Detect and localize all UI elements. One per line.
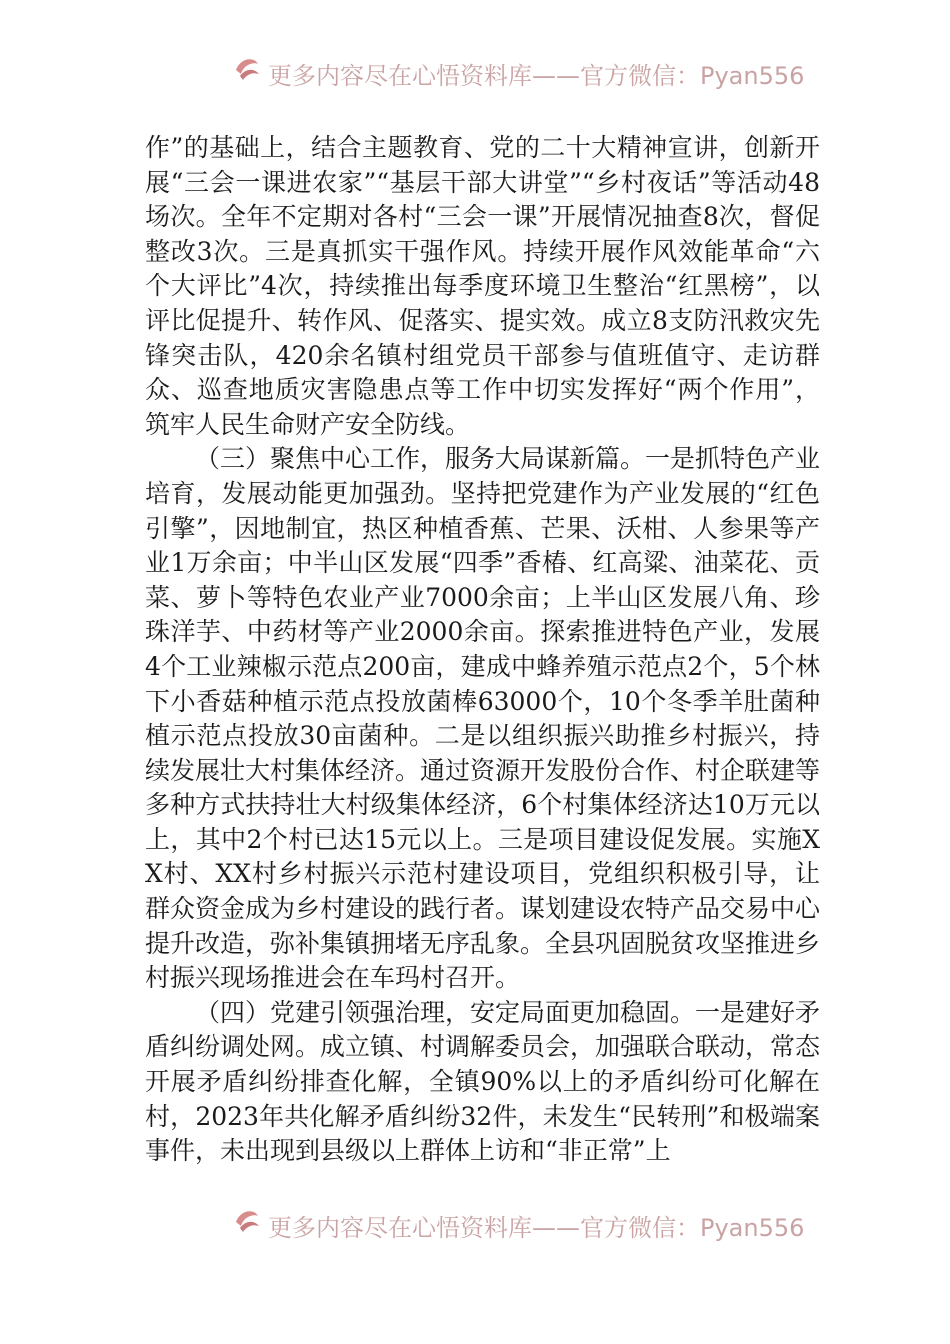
paragraph-continuation: 作”的基础上，结合主题教育、党的二十大精神宣讲，创新开展“三会一课进农家”“基层干部大讲堂”“乡村夜话”等活动48场次。全年不定期对各村“三会一课”开展情况抽查8次，督促整改3次。三是真抓实干强作风。持续开展作风效能革命“六个大评比”4次，持续推出每季度环境卫生整治“红黑榜”，以评比促提升、转作风、促落实、提实效。成立8支防汛救灾先锋突击队，420余名镇村组党员干部参与值班值守、走访群众、巡查地质灾害隐患点等工作中切实发挥好“两个作用”，筑牢人民生命财产安全防线。 xyxy=(145,133,820,439)
logo-icon xyxy=(232,1204,262,1234)
header-watermark xyxy=(232,52,805,90)
paragraph-section-three: （三）聚焦中心工作，服务大局谋新篇。一是抓特色产业培育，发展动能更加强劲。坚持把党建作为产业发展的“红色引擎”，因地制宜，热区种植香蕉、芒果、沃柑、人参果等产业1万余亩；中半山区发展“四季”香椿、红高粱、油菜花、贡菜、萝卜等特色农业产业7000余亩；上半山区发展八角、珍珠洋芋、中药材等产业2000余亩。探索推进特色产业，发展4个工业辣椒示范点200亩，建成中蜂养殖示范点2个，5个林下小香菇种植示范点投放菌棒63000个，10个冬季羊肚菌种植示范点投放30亩菌种。二是以组织振兴助推乡村振兴，持续发展壮大村集体经济。通过资源开发股份合作、村企联建等多种方式扶持壮大村级集体经济，6个村集体经济达10万元以上，其中2个村已达15元以上。三是项目建设促发展。实施XX村、XX村乡村振兴示范村建设项目，党组织积极引导，让群众资金成为乡村建设的践行者。谋划建设农特产品交易中心提升改造，弥补集镇拥堵无序乱象。全县巩固脱贫攻坚推进乡村振兴现场推进会在车玛村召开。 xyxy=(145,444,821,993)
logo-icon xyxy=(232,52,262,82)
watermark-text: 更多内容尽在心悟资料库——官方微信：Pyan556 xyxy=(268,62,805,90)
watermark-text: 更多内容尽在心悟资料库——官方微信：Pyan556 xyxy=(268,1214,805,1242)
document-body xyxy=(145,131,820,1169)
footer-watermark xyxy=(232,1204,805,1242)
paragraph-section-four: （四）党建引领强治理，安定局面更加稳固。一是建好矛盾纠纷调处网。成立镇、村调解委员会，加强联合联动，常态开展矛盾纠纷排查化解，全镇90%以上的矛盾纠纷可化解在村，2023年共化解矛盾纠纷32件，未发生“民转刑”和极端案事件，未出现到县级以上群体上访和“非正常”上 xyxy=(145,997,821,1166)
